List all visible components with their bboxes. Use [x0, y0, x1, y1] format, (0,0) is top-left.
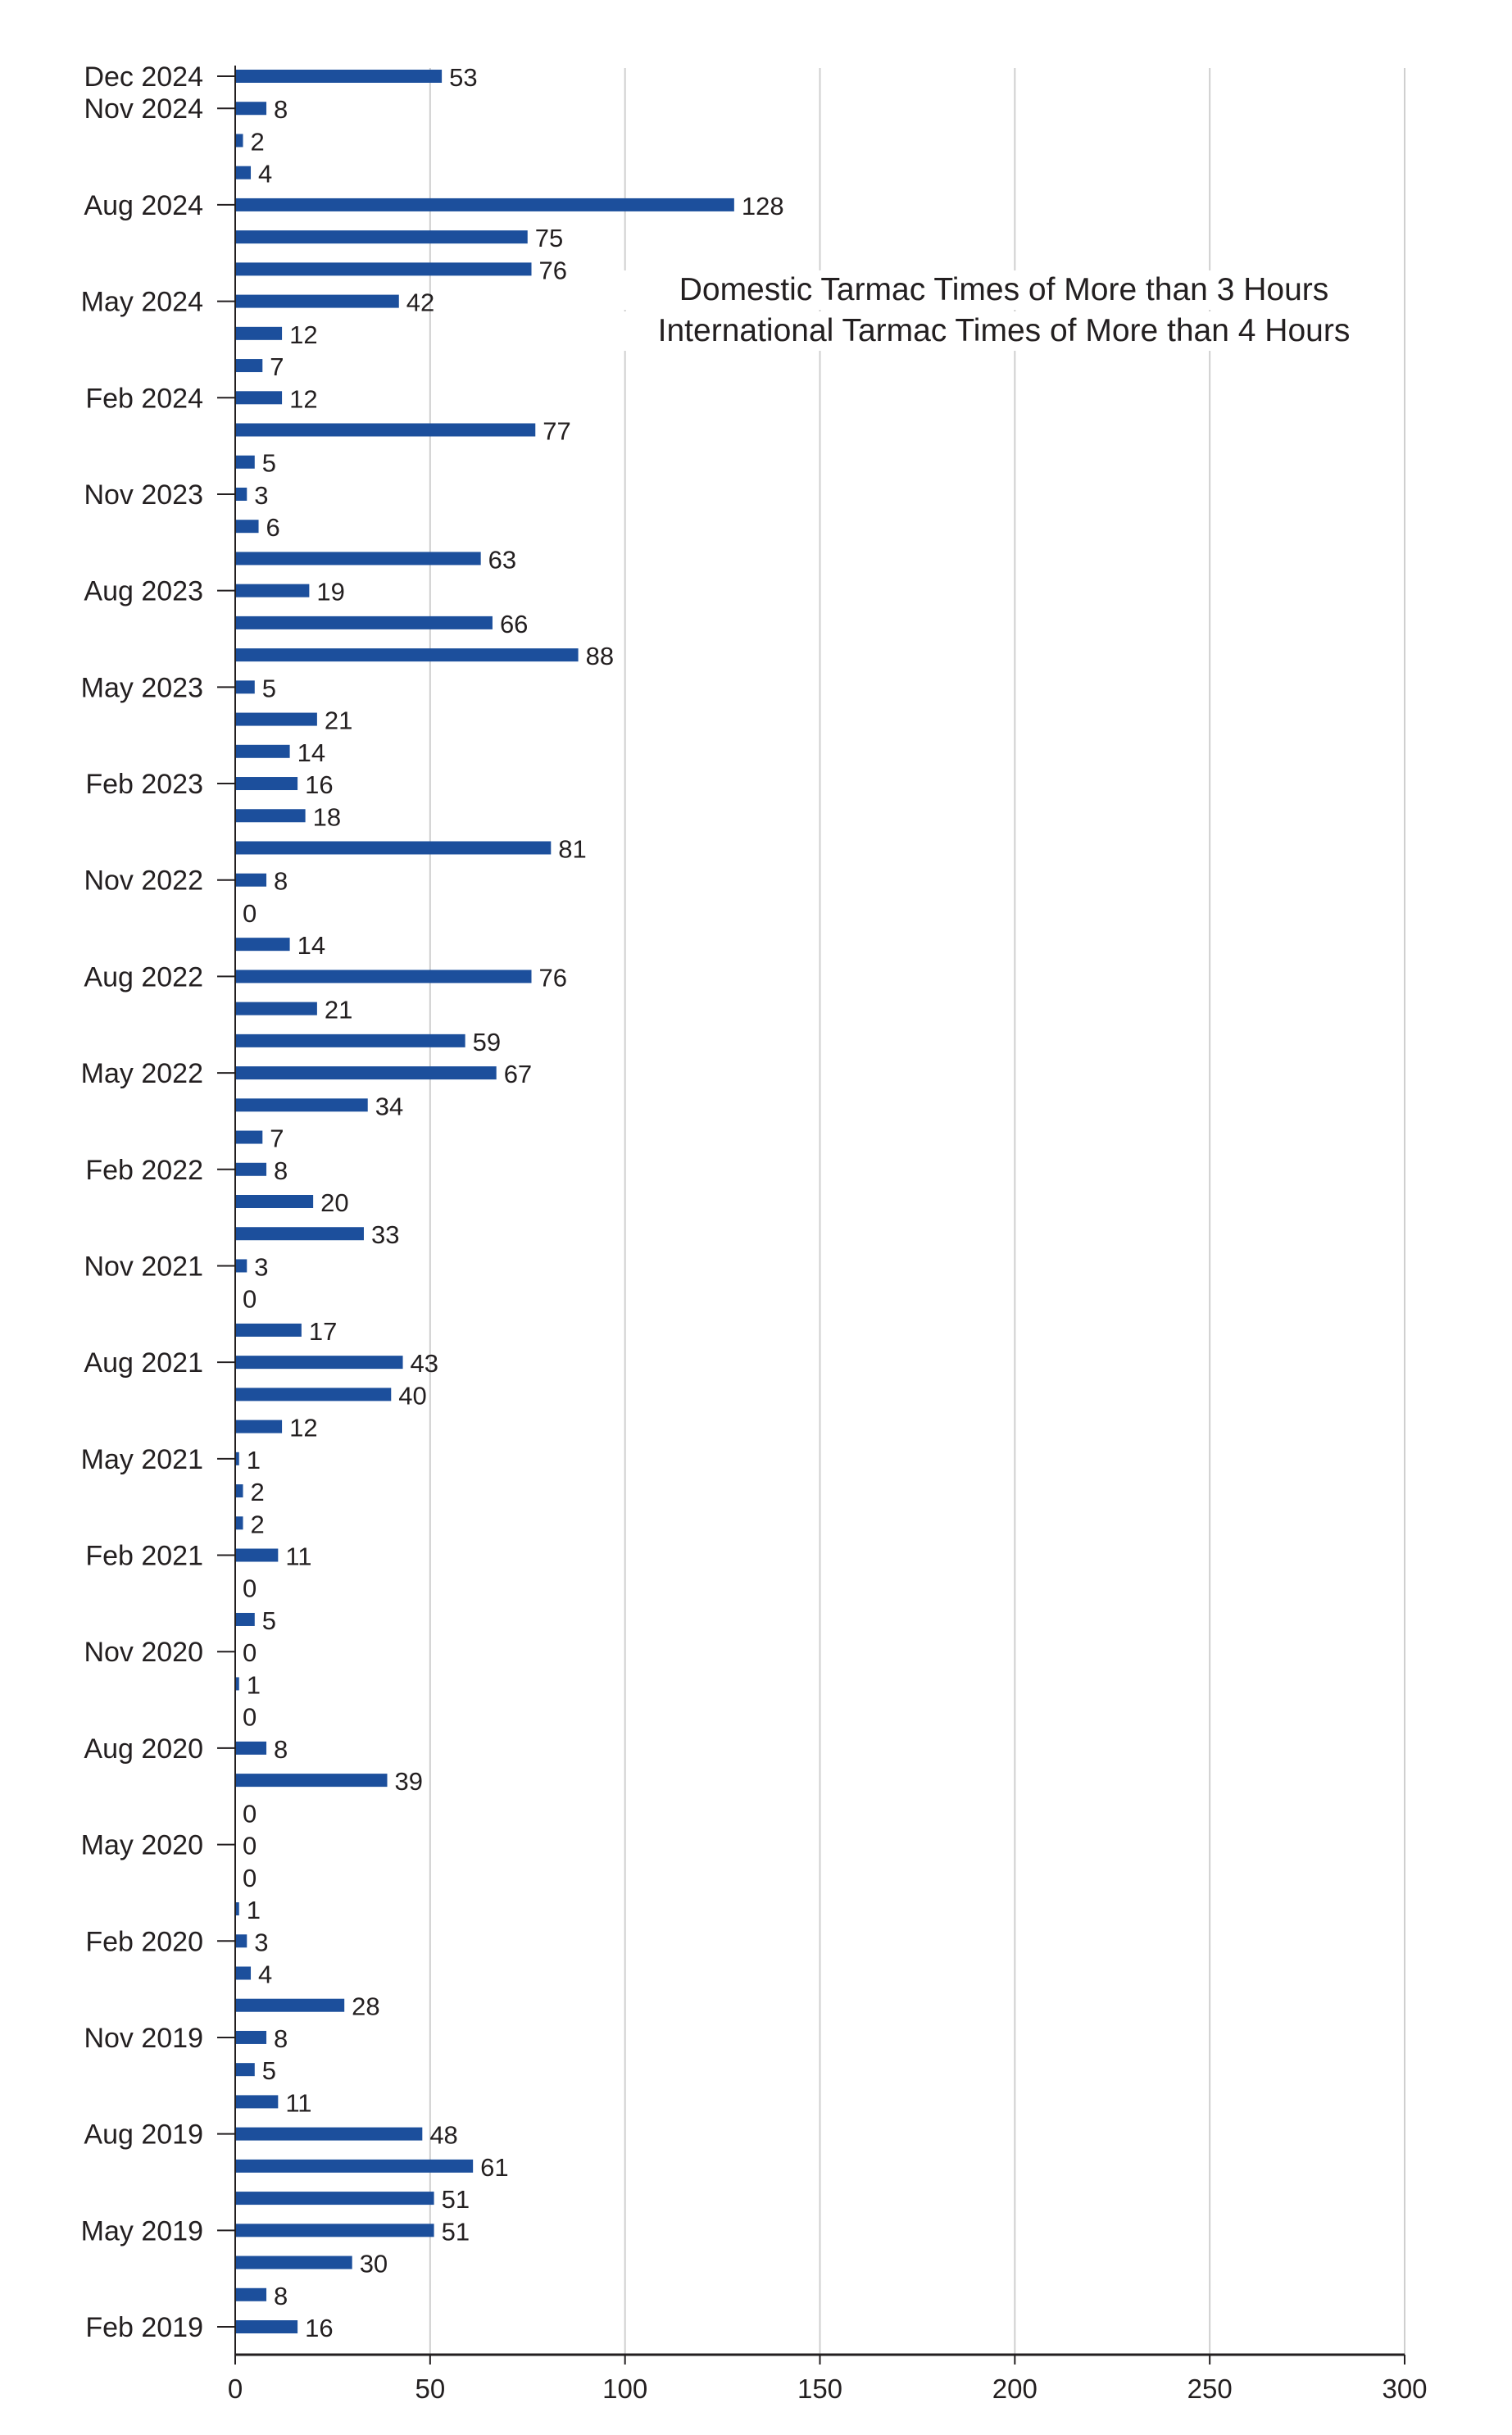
x-tick-label: 250: [1187, 2374, 1233, 2404]
bar-value-label: 11: [285, 2088, 312, 2118]
bar-value-label: 1: [246, 1896, 261, 1925]
bar-value-label: 0: [243, 1831, 257, 1860]
bar: [235, 1613, 255, 1626]
bar: [235, 166, 251, 179]
bar-value-label: 34: [375, 1092, 404, 1121]
bar-value-label: 17: [308, 1316, 338, 1346]
bar: [235, 1227, 364, 1240]
y-category-label: May 2022: [80, 1058, 203, 1090]
bar-value-label: 3: [254, 480, 269, 510]
bar-value-label: 11: [285, 1542, 312, 1571]
y-category-label: Feb 2024: [85, 383, 203, 415]
bar: [235, 2288, 266, 2301]
bar: [235, 1774, 388, 1787]
y-category-label: Dec 2024: [84, 61, 203, 93]
y-category-label: May 2024: [80, 286, 203, 318]
y-category-label: Nov 2021: [84, 1251, 203, 1283]
bar: [235, 1195, 313, 1208]
bar: [235, 424, 535, 437]
bar-value-label: 75: [534, 224, 564, 253]
bar: [235, 616, 493, 629]
bar-value-label: 5: [261, 2056, 277, 2086]
bar-value-label: 88: [585, 642, 615, 671]
bar: [235, 2031, 266, 2044]
bar-value-label: 14: [297, 931, 326, 961]
bar-value-label: 0: [243, 898, 257, 928]
bar: [235, 938, 290, 951]
bar: [235, 1163, 266, 1176]
bar-value-label: 51: [441, 2185, 470, 2215]
chart-title-line-2: International Tarmac Times of More than 4 Hours: [606, 311, 1401, 351]
bar: [235, 1131, 262, 1144]
bar: [235, 1066, 497, 1079]
bar-value-label: 67: [503, 1060, 533, 1089]
x-tick-label: 200: [992, 2374, 1038, 2404]
bar: [235, 1934, 247, 1947]
y-category-label: May 2023: [80, 672, 203, 704]
bar: [235, 809, 306, 822]
bar-value-label: 0: [243, 1702, 257, 1732]
bar: [235, 1484, 243, 1497]
y-category-label: Feb 2023: [85, 769, 203, 801]
bar-value-label: 5: [261, 674, 277, 703]
bar: [235, 1324, 302, 1337]
y-category-label: Nov 2019: [84, 2022, 203, 2054]
bar: [235, 1999, 344, 2012]
y-category-label: May 2019: [80, 2215, 203, 2247]
bar: [235, 102, 266, 115]
bar-value-label: 0: [243, 1799, 257, 1829]
bar-value-label: 0: [243, 1638, 257, 1668]
bar: [235, 2192, 434, 2205]
bar: [235, 2320, 297, 2333]
bar-value-label: 76: [538, 256, 567, 285]
bar: [235, 1742, 266, 1755]
bar: [235, 584, 309, 597]
bar-value-label: 1: [246, 1670, 261, 1700]
bar: [235, 2128, 422, 2141]
bar-value-label: 39: [394, 1767, 423, 1797]
bar-value-label: 12: [289, 320, 318, 349]
bar-value-label: 3: [254, 1252, 269, 1282]
y-category-label: Nov 2024: [84, 93, 203, 125]
y-category-label: Aug 2019: [84, 2119, 203, 2151]
bar-value-label: 8: [274, 1734, 288, 1764]
bar: [235, 359, 262, 372]
bar-value-label: 3: [254, 1928, 269, 1957]
bar-value-label: 7: [270, 352, 284, 382]
bar-value-label: 12: [289, 1413, 318, 1442]
bar: [235, 552, 481, 565]
y-category-label: Feb 2021: [85, 1540, 203, 1572]
bar-value-label: 76: [538, 963, 567, 993]
bar-value-label: 0: [243, 1574, 257, 1603]
x-tick-label: 300: [1382, 2374, 1428, 2404]
bar-value-label: 21: [324, 995, 353, 1024]
bar: [235, 1098, 368, 1111]
y-category-label: Nov 2022: [84, 865, 203, 897]
bar-value-label: 16: [305, 770, 334, 800]
y-category-label: Aug 2024: [84, 189, 203, 221]
y-category-label: Aug 2023: [84, 575, 203, 607]
bar-value-label: 14: [297, 738, 326, 767]
bar: [235, 777, 297, 790]
bar-value-label: 4: [258, 1960, 273, 1989]
y-category-label: Nov 2023: [84, 479, 203, 511]
bar-value-label: 8: [274, 2024, 288, 2053]
bar-value-label: 8: [274, 95, 288, 125]
bar-value-label: 61: [480, 2152, 509, 2182]
bar: [235, 230, 528, 243]
y-category-label: Aug 2022: [84, 961, 203, 993]
x-tick-label: 50: [415, 2374, 446, 2404]
bar: [235, 970, 532, 983]
bar: [235, 2256, 352, 2269]
bar-value-label: 53: [449, 63, 478, 92]
bar-value-label: 128: [741, 191, 784, 220]
bar-value-label: 16: [305, 2314, 334, 2342]
y-category-label: Feb 2022: [85, 1154, 203, 1186]
bar-value-label: 7: [270, 1124, 284, 1153]
bar: [235, 2224, 434, 2237]
bar: [235, 1259, 247, 1272]
bar: [235, 488, 247, 501]
bar: [235, 327, 282, 340]
bar-value-label: 2: [250, 1510, 265, 1539]
bar: [235, 680, 255, 693]
bar-value-label: 2: [250, 127, 265, 157]
y-category-label: May 2021: [80, 1443, 203, 1475]
gridlines: [430, 68, 1405, 2355]
bar-value-label: 5: [261, 448, 277, 478]
bar: [235, 1966, 251, 1979]
bar-value-label: 1: [246, 1445, 261, 1474]
bar: [235, 874, 266, 887]
bar-value-label: 59: [472, 1027, 502, 1056]
bar: [235, 391, 282, 404]
chart-title-line-1: Domestic Tarmac Times of More than 3 Hours: [606, 270, 1401, 310]
bar: [235, 2063, 255, 2076]
bar-value-label: 21: [324, 706, 353, 735]
bar-value-label: 0: [243, 1863, 257, 1892]
bar-value-label: 8: [274, 2281, 288, 2310]
bar: [235, 841, 551, 854]
bar-value-label: 8: [274, 866, 288, 896]
bar-value-label: 48: [429, 2120, 458, 2150]
bar-value-label: 19: [316, 577, 345, 606]
bar-value-label: 28: [352, 1992, 380, 2021]
bars: [235, 63, 784, 2342]
bar-value-label: 20: [320, 1188, 349, 1217]
bar: [235, 745, 290, 758]
bar: [235, 262, 532, 275]
bar-value-label: 81: [558, 834, 587, 864]
bar: [235, 456, 255, 469]
bar-value-label: 77: [543, 416, 571, 446]
y-category-label: Aug 2020: [84, 1733, 203, 1765]
y-category-label: May 2020: [80, 1829, 203, 1861]
bar-value-label: 40: [398, 1381, 427, 1411]
bar: [235, 70, 442, 83]
bar: [235, 520, 259, 533]
bar-value-label: 18: [312, 802, 342, 832]
bar: [235, 713, 317, 726]
y-category-label: Nov 2020: [84, 1637, 203, 1669]
bar: [235, 1002, 317, 1015]
bar-value-label: 6: [266, 513, 280, 543]
bar-value-label: 5: [261, 1606, 277, 1635]
bar: [235, 1420, 282, 1433]
bar-value-label: 12: [289, 384, 318, 414]
y-category-label: Feb 2020: [85, 1926, 203, 1958]
y-category-label: Feb 2019: [85, 2312, 203, 2343]
bar-value-label: 8: [274, 1156, 288, 1185]
y-category-label: Aug 2021: [84, 1347, 203, 1379]
bar: [235, 198, 734, 211]
bar: [235, 134, 243, 147]
bar-value-label: 51: [441, 2217, 470, 2246]
bar-value-label: 63: [488, 545, 517, 575]
bar-value-label: 43: [410, 1349, 439, 1379]
bar: [235, 1388, 391, 1401]
bar-value-label: 0: [243, 1284, 257, 1314]
x-tick-label: 100: [602, 2374, 648, 2404]
bar-value-label: 33: [370, 1220, 400, 1250]
bar-value-label: 30: [359, 2249, 388, 2278]
bar: [235, 648, 579, 661]
bar: [235, 2095, 278, 2108]
bar: [235, 1516, 243, 1529]
bar: [235, 1549, 278, 1562]
bar: [235, 2160, 473, 2173]
bar-value-label: 42: [406, 288, 435, 317]
bar: [235, 295, 399, 308]
bar-value-label: 4: [258, 159, 273, 189]
bar: [235, 1034, 465, 1047]
bar: [235, 1356, 403, 1369]
bar-value-label: 66: [499, 609, 529, 638]
x-tick-label: 150: [797, 2374, 843, 2404]
bar-value-label: 2: [250, 1478, 265, 1507]
x-tick-label: 0: [227, 2374, 243, 2404]
